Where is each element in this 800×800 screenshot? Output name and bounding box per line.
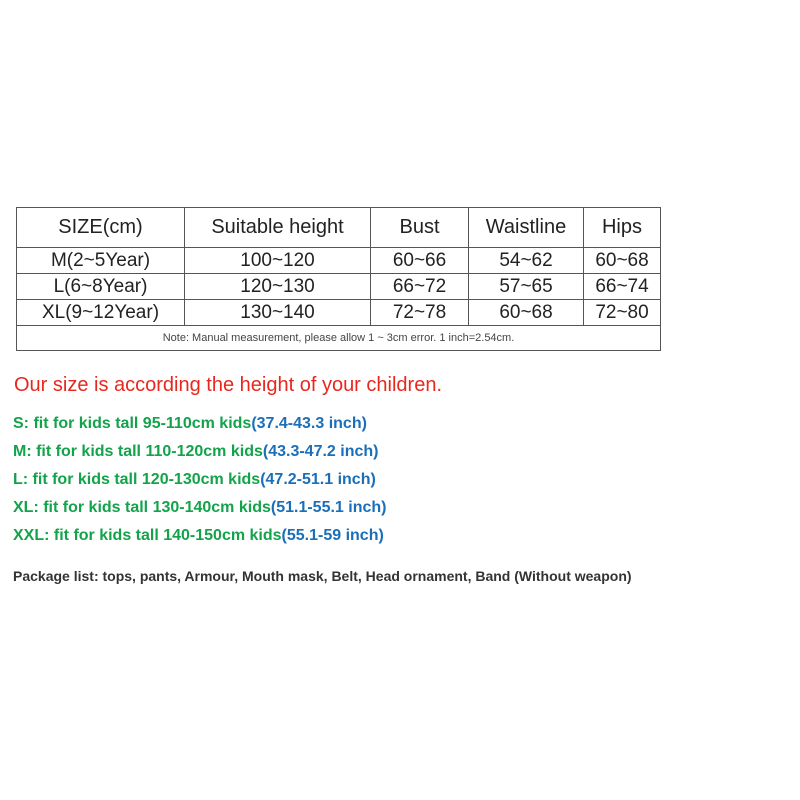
list-item xyxy=(13,438,386,466)
table-row xyxy=(17,300,661,326)
list-item xyxy=(13,522,386,550)
table-cell: 60~68 xyxy=(469,300,584,326)
header-suitable-height: Suitable height xyxy=(185,208,371,248)
table-header-row xyxy=(17,208,661,248)
fit-text: M: fit for kids tall 110-120cm kids xyxy=(13,443,263,460)
fit-text: S: fit for kids tall 95-110cm kids xyxy=(13,415,252,432)
table-cell: 72~80 xyxy=(584,300,661,326)
list-item xyxy=(13,494,386,522)
size-chart-table xyxy=(16,207,661,351)
fit-inch: (43.3-47.2 inch) xyxy=(262,443,379,460)
fit-inch: (37.4-43.3 inch) xyxy=(251,415,367,432)
list-item xyxy=(13,466,386,494)
fit-text: XXL: fit for kids tall 140-150cm kids xyxy=(13,527,282,544)
fit-inch: (47.2-51.1 inch) xyxy=(260,471,376,488)
table-cell: 66~72 xyxy=(371,274,469,300)
header-bust: Bust xyxy=(371,208,469,248)
header-size: SIZE(cm) xyxy=(17,208,185,248)
height-notice: Our size is according the height of your children. xyxy=(14,374,442,396)
table-cell: 66~74 xyxy=(584,274,661,300)
table-cell: L(6~8Year) xyxy=(17,274,185,300)
size-fit-list xyxy=(13,410,386,550)
table-note-row xyxy=(17,326,661,351)
table-cell: 72~78 xyxy=(371,300,469,326)
table-cell: 120~130 xyxy=(185,274,371,300)
table-cell: 100~120 xyxy=(185,248,371,274)
table-cell: 130~140 xyxy=(185,300,371,326)
fit-inch: (51.1-55.1 inch) xyxy=(270,499,387,516)
fit-inch: (55.1-59 inch) xyxy=(281,527,384,544)
package-list: Package list: tops, pants, Armour, Mouth mask, Belt, Head ornament, Band (Without weapon) xyxy=(13,568,632,584)
header-waistline: Waistline xyxy=(469,208,584,248)
table-cell: 60~66 xyxy=(371,248,469,274)
table-row xyxy=(17,248,661,274)
fit-text: XL: fit for kids tall 130-140cm kids xyxy=(13,499,271,516)
table-cell: XL(9~12Year) xyxy=(17,300,185,326)
table-cell: 57~65 xyxy=(469,274,584,300)
header-hips: Hips xyxy=(584,208,661,248)
measurement-note: Note: Manual measurement, please allow 1 ~ 3cm error. 1 inch=2.54cm. xyxy=(17,326,661,351)
table-row xyxy=(17,274,661,300)
fit-text: L: fit for kids tall 120-130cm kids xyxy=(13,471,261,488)
list-item xyxy=(13,410,386,438)
table-cell: M(2~5Year) xyxy=(17,248,185,274)
table-cell: 54~62 xyxy=(469,248,584,274)
table-cell: 60~68 xyxy=(584,248,661,274)
